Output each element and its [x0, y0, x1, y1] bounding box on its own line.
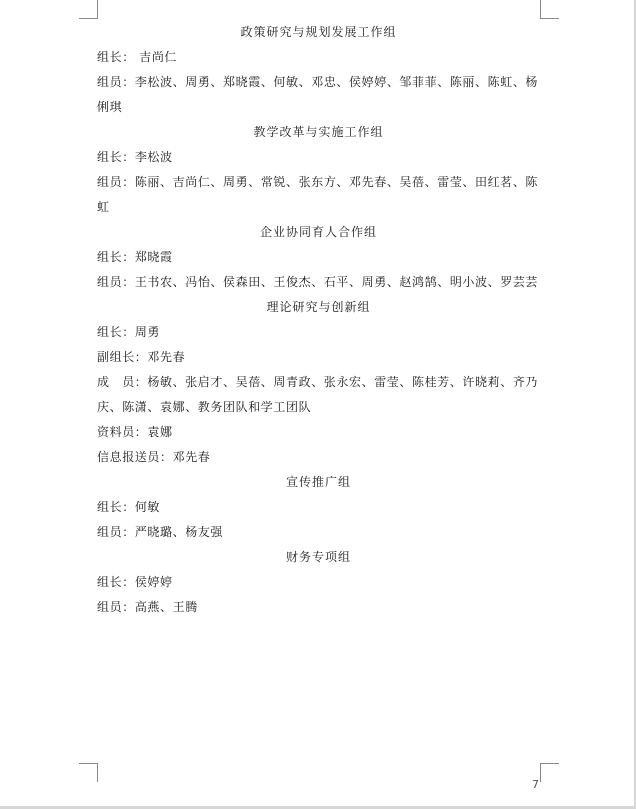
group-line: [97, 45, 540, 70]
group-line: [97, 345, 540, 370]
group-line: [97, 145, 540, 170]
line-label: 组长：: [97, 250, 135, 264]
group-line: [97, 595, 540, 620]
line-value: 李松波: [134, 150, 173, 164]
line-label: 资料员：: [97, 425, 148, 439]
line-label: 组员：: [97, 275, 135, 289]
line-value: 俐琪: [97, 100, 123, 114]
line-label: 组员：: [97, 175, 135, 189]
line-value: 高燕、王腾: [134, 600, 198, 614]
line-label: 组长：: [97, 325, 135, 339]
line-value: 周勇: [134, 325, 161, 339]
line-value: 吉尚仁: [134, 50, 178, 64]
line-value: 陈丽、吉尚仁、周勇、常锐、张东方、邓先春、吴蓓、雷莹、田红茗、陈: [134, 175, 539, 189]
line-value: 侯婷婷: [134, 575, 173, 589]
crop-mark-top-left: [79, 0, 98, 19]
group-line: [97, 270, 540, 295]
group-line: [97, 320, 540, 345]
group-line: [97, 95, 540, 120]
line-label: 成 员：: [97, 375, 148, 389]
line-label: 组长：: [97, 150, 135, 164]
group-line: [97, 570, 540, 595]
line-value: 杨敏、张启才、吴蓓、周青政、张永宏、雷莹、陈桂芳、许晓莉、齐乃: [147, 375, 539, 389]
line-label: 副组长：: [97, 350, 148, 364]
line-label: 组员：: [97, 600, 135, 614]
line-value: 李松波、周勇、郑晓霞、何敏、邓忠、侯婷婷、邹菲菲、陈丽、陈虹、杨: [134, 75, 539, 89]
line-value: 郑晓霞: [134, 250, 173, 264]
group-line: [97, 395, 540, 420]
group-line: [97, 420, 540, 445]
group-line: [97, 170, 540, 195]
line-label: 组长：: [97, 575, 135, 589]
document-body: [97, 20, 540, 620]
line-label: 信息报送员：: [97, 450, 173, 464]
line-value: 庆、陈潇、袁娜、教务团队和学工团队: [97, 400, 312, 414]
group-line: [97, 245, 540, 270]
crop-mark-bottom-left: [79, 763, 98, 782]
group-title: 企业协同育人合作组: [259, 225, 377, 239]
group-title: 财务专项组: [285, 550, 351, 564]
group-title: 政策研究与规划发展工作组: [240, 25, 397, 39]
line-label: 组长：: [97, 500, 135, 514]
line-value: 严晓璐、杨友强: [134, 525, 224, 539]
line-value: 何敏: [134, 500, 161, 514]
group-line: [97, 445, 540, 470]
group-line: [97, 195, 540, 220]
crop-mark-bottom-right: [540, 763, 559, 782]
line-label: 组员：: [97, 75, 135, 89]
group-line: [97, 70, 540, 95]
line-value: 邓先春: [172, 450, 211, 464]
group-line: [97, 495, 540, 520]
line-value: 邓先春: [147, 350, 186, 364]
group-line: [97, 370, 540, 395]
group-title: 宣传推广组: [285, 475, 351, 489]
line-value: 虹: [97, 200, 110, 214]
line-label: 组员：: [97, 525, 135, 539]
group-line: [97, 520, 540, 545]
group-title: 教学改革与实施工作组: [253, 125, 384, 139]
crop-mark-top-right: [540, 0, 559, 19]
line-label: 组长：: [97, 50, 135, 64]
line-value: 王书农、冯怡、侯森田、王俊杰、石平、周勇、赵鸿鹄、明小波、罗芸芸: [134, 275, 539, 289]
group-title: 理论研究与创新组: [266, 300, 371, 314]
page-number: 7: [532, 778, 539, 791]
line-value: 袁娜: [147, 425, 173, 439]
